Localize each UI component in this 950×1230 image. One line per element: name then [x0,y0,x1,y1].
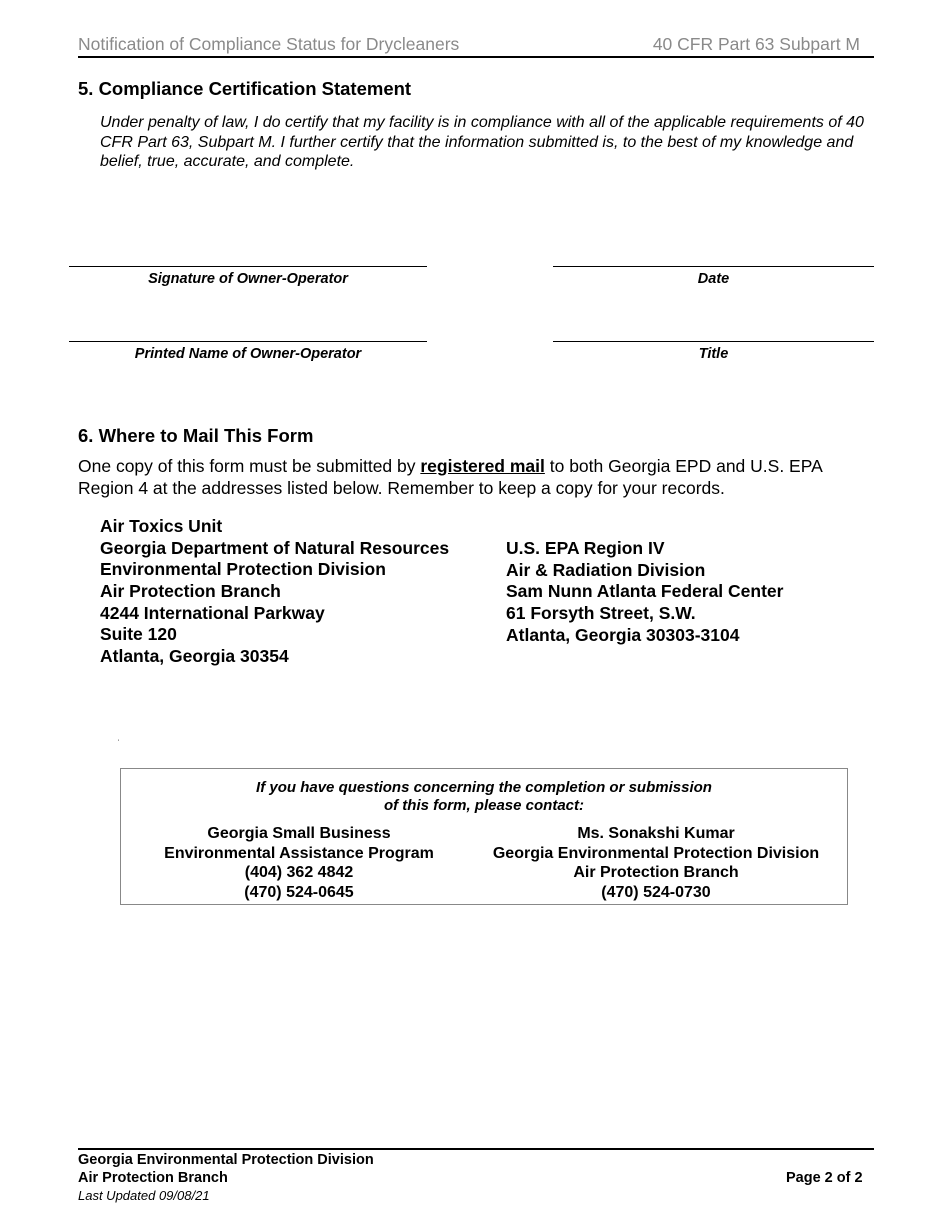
footer-branch: Air Protection Branch [78,1169,228,1186]
mail-instructions-rest: to both Georgia EPD and U.S. EPA Region 4 at the addresses listed below. Remember to keep a copy for your records. [78,456,822,498]
header-regulation: 40 CFR Part 63 Subpart M [652,34,860,54]
address-us-epa [506,538,783,646]
contact-line: Georgia Environmental Protection Division [492,844,820,862]
mail-instructions-lead: One copy of this form must be submitted by [78,456,421,476]
contact-line: Air Protection Branch [573,864,739,881]
page-header [78,34,874,58]
contact-question-line: If you have questions concerning the completion or submission [256,779,712,796]
contact-epd [461,824,851,902]
address-line: Atlanta, Georgia 30303-3104 [506,624,740,645]
contact-phone: (404) 362 4842 [244,864,354,881]
address-line: Air Toxics Unit [100,516,223,536]
registered-mail-emphasis: registered mail [420,456,545,476]
section-5-heading: 5. Compliance Certification Statement [78,78,412,99]
contact-question-line: of this form, please contact: [383,797,585,814]
address-georgia-epd [100,516,449,668]
printed-name-label: Printed Name of Owner-Operator [134,346,362,362]
address-line: Air & Radiation Division [506,559,706,580]
contact-line: Georgia Small Business [207,825,391,842]
header-form-title: Notification of Compliance Status for Drycleaners [78,34,460,54]
contact-question [121,779,847,815]
date-line[interactable] [553,266,874,267]
certification-statement: Under penalty of law, I do certify that my facility is in compliance with all of the applicable requirements of 40 CFR Part 63, Subpart M. I further certify that the information submitted is, to the best of my knowledge and belief, true, accurate, and complete. [100,114,864,170]
contact-line: Environmental Assistance Program [164,844,434,862]
contact-box [120,768,848,905]
stray-mark: ˈ [117,739,121,750]
section-6-heading: 6. Where to Mail This Form [78,425,314,446]
page-number: Page 2 of 2 [786,1170,863,1186]
mail-instructions [78,455,878,499]
printed-name-line[interactable] [69,341,427,342]
title-label: Title [698,346,729,362]
address-line: Sam Nunn Atlanta Federal Center [506,581,784,602]
address-line: Environmental Protection Division [100,559,386,580]
contact-phone: (470) 524-0730 [601,883,711,901]
contact-line: Ms. Sonakshi Kumar [577,825,735,842]
page-footer [78,1152,374,1205]
footer-last-updated: Last Updated 09/08/21 [78,1188,210,1203]
signature-label: Signature of Owner-Operator [148,271,348,287]
address-line: Georgia Department of Natural Resources [100,537,450,558]
signature-line[interactable] [69,266,427,267]
contact-small-business [121,824,477,902]
date-label: Date [697,271,730,287]
address-line: Suite 120 [100,624,177,645]
address-line: 4244 International Parkway [100,602,325,623]
address-line: U.S. EPA Region IV [506,538,665,558]
footer-agency: Georgia Environmental Protection Division [78,1152,374,1168]
contact-phone: (470) 524-0645 [244,883,354,901]
address-line: Air Protection Branch [100,581,281,602]
address-line: 61 Forsyth Street, S.W. [506,603,696,624]
address-line: Atlanta, Georgia 30354 [100,646,289,667]
title-line[interactable] [553,341,874,342]
footer-divider [78,1148,874,1150]
